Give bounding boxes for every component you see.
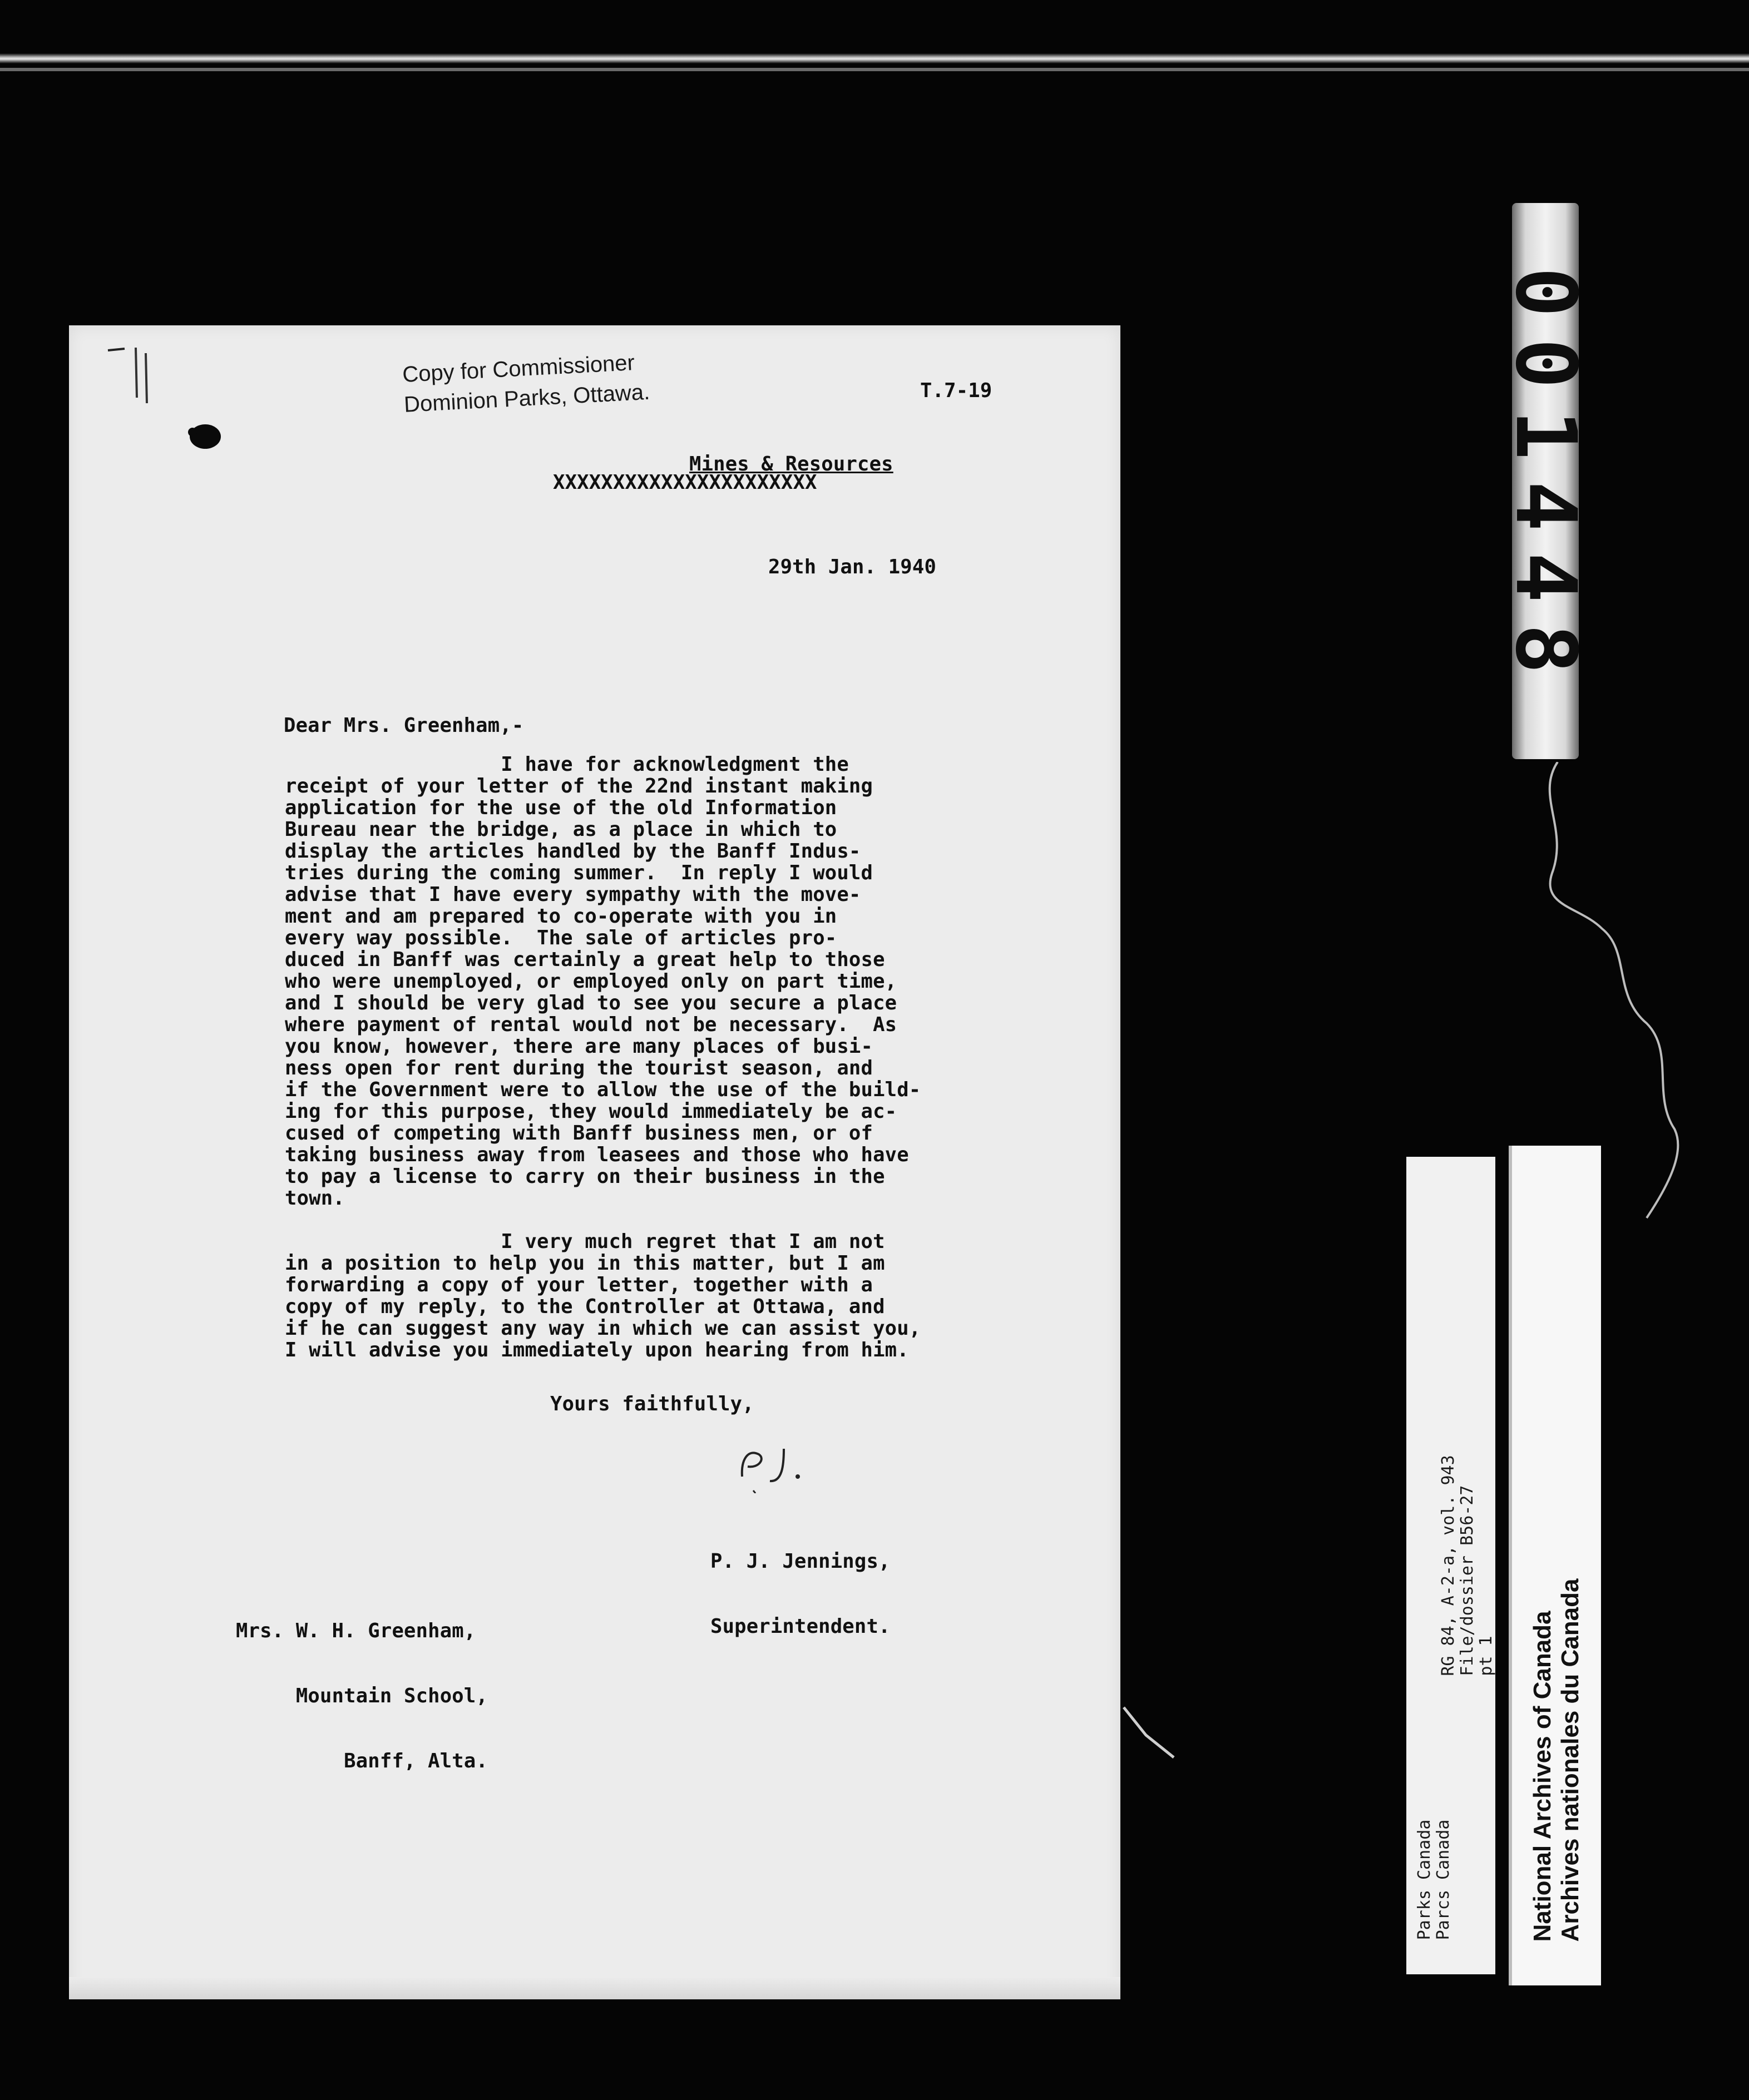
department-name: Mines & Resources xyxy=(689,453,893,476)
address-line: Mountain School, xyxy=(236,1685,488,1707)
signature-block xyxy=(710,1507,891,1681)
body-line: and I should be very glad to see you secure a place xyxy=(285,992,897,1014)
body-line xyxy=(285,1209,921,1231)
institution-line: National Archives of Canada xyxy=(1529,1611,1556,1942)
ink-blot-icon xyxy=(186,420,225,453)
margin-mark-icon xyxy=(102,336,180,420)
archive-reference-line: pt 1 xyxy=(1476,1636,1496,1676)
body-line: town. xyxy=(285,1187,345,1210)
body-line: display the articles handled by the Banff Indus- xyxy=(285,840,861,863)
body-line: in a position to help you in this matter, but I am xyxy=(285,1252,885,1275)
film-edge-line xyxy=(0,68,1749,71)
archive-reference xyxy=(1439,1455,1496,1676)
body-line: I have for acknowledgment the xyxy=(285,753,849,776)
parks-label-line: Parks Canada xyxy=(1415,1819,1434,1940)
body-line: you know, however, there are many places of busi- xyxy=(285,1035,873,1058)
body-line: to pay a license to carry on their business in the xyxy=(285,1165,885,1188)
body-line: Bureau near the bridge, as a place in which to xyxy=(285,818,837,841)
body-line: copy of my reply, to the Controller at Ottawa, and xyxy=(285,1295,885,1318)
body-line: if the Government were to allow the use of the build- xyxy=(285,1078,921,1101)
closing: Yours faithfully, xyxy=(550,1393,754,1415)
department-heading xyxy=(553,453,893,497)
body-line: every way possible. The sale of articles pro- xyxy=(285,927,837,949)
institution-line: Archives nationales du Canada xyxy=(1557,1578,1584,1942)
page-bottom-edge xyxy=(69,1977,1120,1999)
salutation: Dear Mrs. Greenham,- xyxy=(284,714,524,737)
body-line: ment and am prepared to co-operate with you in xyxy=(285,905,837,928)
body-line: taking business away from leasees and those who have xyxy=(285,1143,909,1166)
archive-reference-line: RG 84, A-2-a, vol. 943 xyxy=(1439,1455,1458,1676)
archives-institution-label xyxy=(1509,1146,1601,1985)
body-line: who were unemployed, or employed only on part time, xyxy=(285,970,897,993)
parks-label-line: Parcs Canada xyxy=(1434,1819,1453,1940)
commissioner-stamp xyxy=(402,347,650,420)
body-line: tries during the coming summer. In reply I would xyxy=(285,861,873,884)
body-line: application for the use of the old Information xyxy=(285,796,837,819)
signer-title: Superintendent. xyxy=(710,1615,891,1638)
archive-reference-line: File/dossier B56-27 xyxy=(1458,1485,1477,1676)
film-edge xyxy=(0,53,1749,63)
institution-name xyxy=(1529,1579,1584,1942)
stamp-line-1: Copy for Commissioner xyxy=(402,350,635,387)
letter-page xyxy=(69,325,1120,1999)
address-line: Mrs. W. H. Greenham, xyxy=(236,1619,476,1642)
body-line: if he can suggest any way in which we can assist you, xyxy=(285,1317,921,1340)
stamp-line-2: Dominion Parks, Ottawa. xyxy=(403,379,651,417)
body-line: ness open for rent during the tourist season, and xyxy=(285,1057,873,1079)
body-line: duced in Banff was certainly a great help to those xyxy=(285,948,885,971)
struck-out-text: XXXXXXXXXXXXXXXXXXXXXX xyxy=(553,471,817,494)
letter-body xyxy=(285,754,921,1361)
recipient-address xyxy=(236,1577,488,1815)
parks-canada-label xyxy=(1415,1820,1453,1940)
handwritten-initials xyxy=(731,1438,820,1493)
address-line: Banff, Alta. xyxy=(236,1750,488,1772)
body-line: forwarding a copy of your letter, together with a xyxy=(285,1274,873,1296)
frame-number: 001448 xyxy=(1497,267,1594,695)
body-line: where payment of rental would not be necessary. As xyxy=(285,1013,897,1036)
body-line: ing for this purpose, they would immediately be ac- xyxy=(285,1100,897,1123)
body-line: cused of competing with Banff business men, or of xyxy=(285,1122,873,1145)
archive-reference-label xyxy=(1406,1157,1495,1974)
film-scratch xyxy=(1118,1702,1179,1763)
body-line: I will advise you immediately upon hearing from him. xyxy=(285,1339,909,1361)
reference-number: T.7-19 xyxy=(920,379,992,402)
body-line: advise that I have every sympathy with the move- xyxy=(285,883,861,906)
body-line: I very much regret that I am not xyxy=(285,1230,885,1253)
letter-date: 29th Jan. 1940 xyxy=(768,556,937,578)
body-line: receipt of your letter of the 22nd instant making xyxy=(285,775,873,798)
signer-name: P. J. Jennings, xyxy=(710,1550,891,1573)
